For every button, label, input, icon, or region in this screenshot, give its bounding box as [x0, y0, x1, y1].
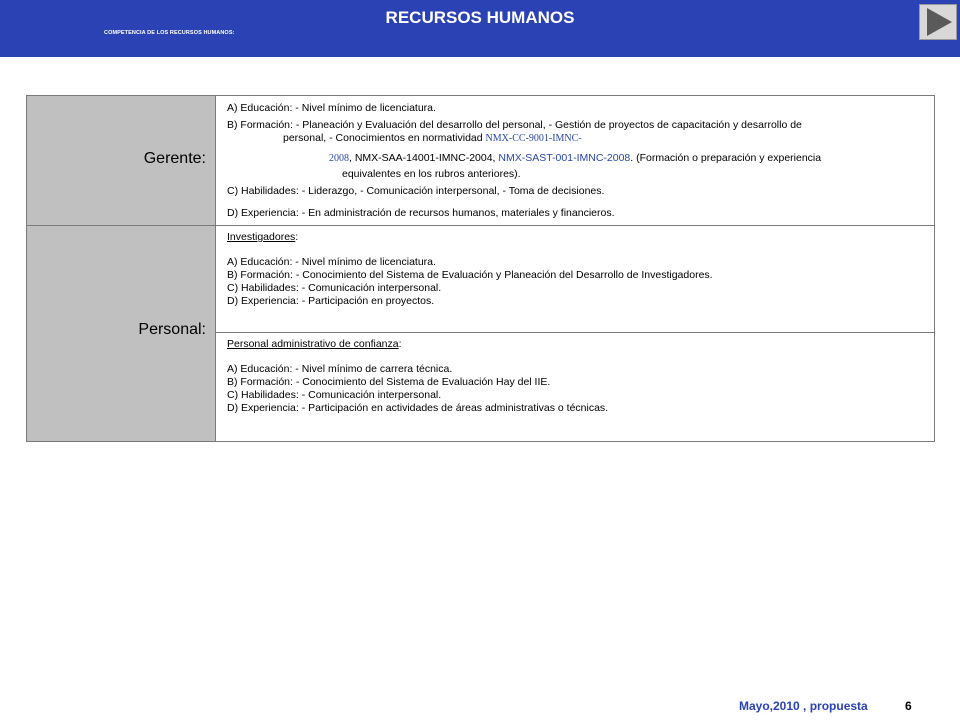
gerente-formacion-line4: equivalentes en los rubros anteriores). [342, 168, 521, 180]
investigadores-heading-line [227, 231, 298, 244]
norm-link-9001: NMX-CC-9001-IMNC- [485, 133, 582, 144]
page-title: RECURSOS HUMANOS [385, 8, 575, 27]
header-bar [0, 0, 960, 57]
administrativo-formacion: B) Formación: - Conocimiento del Sistema de Evaluación Hay del IIE. [227, 376, 551, 388]
investigadores-formacion: B) Formación: - Conocimiento del Sistema de Evaluación y Planeación del Desarrollo de Investigadores. [227, 269, 713, 281]
investigadores-educacion: A) Educación: - Nivel mínimo de licenciatura. [227, 256, 436, 268]
gerente-experiencia: D) Experiencia: - En administración de recursos humanos, materiales y financieros. [227, 207, 615, 219]
gerente-label-cell [27, 96, 216, 226]
norm-link-2008: 2008 [329, 153, 349, 164]
administrativo-habilidades: C) Habilidades: - Comunicación interpersonal. [227, 389, 442, 401]
footer-date: Mayo,2010 , propuesta [739, 699, 868, 713]
gerente-educacion: A) Educación: - Nivel mínimo de licenciatura. [227, 102, 436, 114]
administrativo-colon: : [398, 338, 402, 350]
personal-label-cell [27, 226, 216, 441]
administrativo-experiencia: D) Experiencia: - Participación en actividades de áreas administrativas o técnicas. [227, 402, 609, 414]
investigadores-experiencia: D) Experiencia: - Participación en proyectos. [227, 295, 435, 307]
gerente-formacion-line1: B) Formación: - Planeación y Evaluación del desarrollo del personal, - Gestión de proyectos de capacitación y desarrollo de [227, 119, 802, 131]
page-subtitle: COMPETENCIA DE LOS RECURSOS HUMANOS: [104, 30, 235, 36]
next-slide-button[interactable] [919, 4, 957, 40]
investigadores-colon: : [295, 231, 299, 243]
gerente-formacion-line2 [283, 132, 582, 146]
norm-link-sast: NMX-SAST-001-IMNC-2008 [498, 152, 631, 164]
administrativo-heading-line [227, 338, 402, 351]
administrativo-educacion: A) Educación: - Nivel mínimo de carrera técnica. [227, 363, 453, 375]
investigadores-habilidades: C) Habilidades: - Comunicación interpersonal. [227, 282, 442, 294]
page-number: 6 [905, 699, 912, 713]
investigadores-content [216, 226, 934, 333]
play-triangle-icon [920, 5, 956, 39]
competency-table [26, 95, 935, 442]
gerente-formacion-suffix: . (Formación o preparación y experiencia [630, 152, 822, 164]
investigadores-heading: Investigadores [227, 231, 296, 243]
gerente-habilidades: C) Habilidades: - Liderazgo, - Comunicación interpersonal, - Toma de decisiones. [227, 185, 605, 197]
personal-label: Personal: [138, 321, 206, 338]
gerente-formacion-line3 [329, 152, 821, 166]
gerente-label: Gerente: [143, 150, 206, 167]
administrativo-content [216, 333, 934, 441]
gerente-formacion-norm-saa: , NMX-SAA-14001-IMNC-2004, [349, 152, 499, 164]
gerente-formacion-text: personal, - Conocimientos en normatividad [283, 132, 486, 144]
administrativo-heading: Personal administrativo de confianza [227, 338, 399, 350]
gerente-content [216, 96, 934, 226]
